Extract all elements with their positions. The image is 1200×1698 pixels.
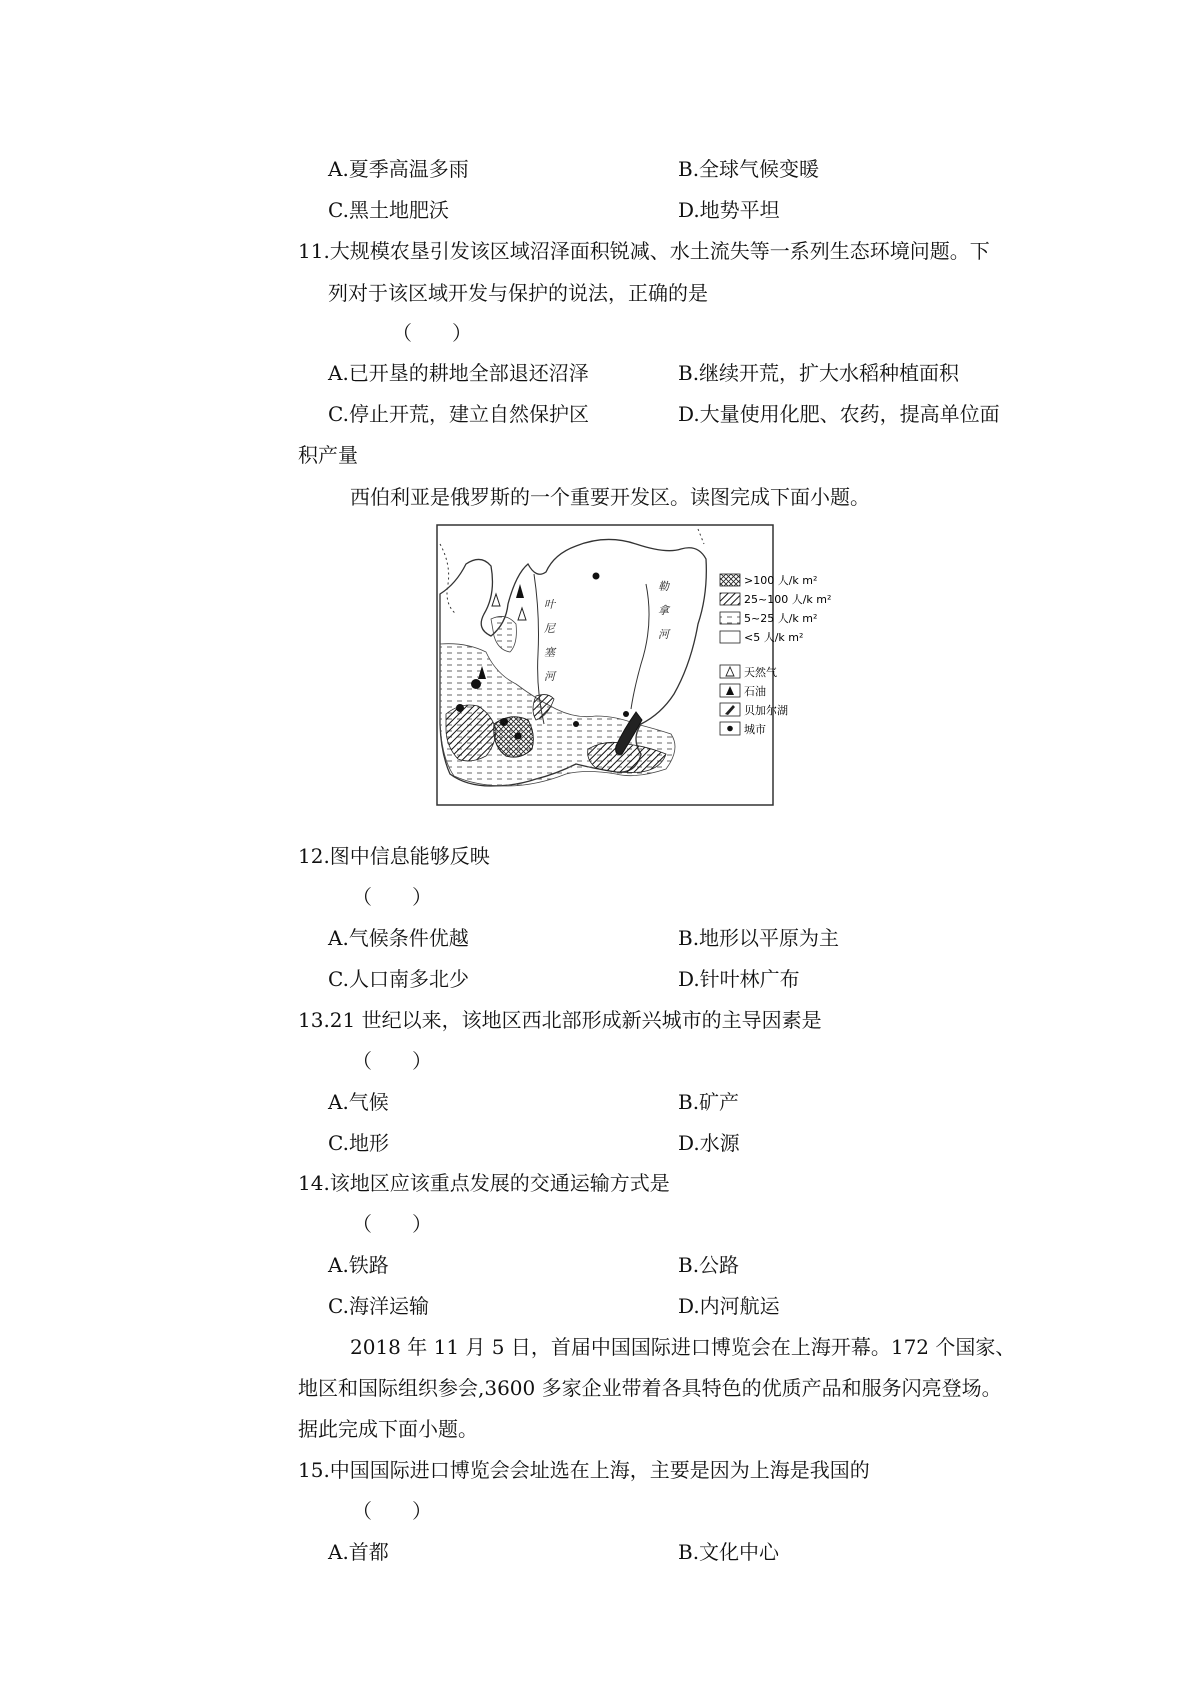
city-icon [573,721,579,727]
lena-label-1: 勒 [658,580,669,593]
q12-stem: 12.图中信息能够反映 [298,844,490,868]
q11-answer-paren: （ ） [392,321,472,345]
legend-label-25-100: 25~100 人/k m² [744,593,832,606]
city-icon [727,726,733,732]
q11-option-b: B.继续开荒，扩大水稻种植面积 [678,361,960,385]
q14-option-d: D.内河航运 [678,1294,780,1318]
q12-option-d: D.针叶林广布 [678,967,800,991]
legend-label-under-5: <5 人/k m² [744,631,804,644]
q13-stem: 13.21 世纪以来，该地区西北部形成新兴城市的主导因素是 [298,1008,822,1032]
q10-option-c: C.黑土地肥沃 [328,198,449,222]
q14-option-c: C.海洋运输 [328,1294,429,1318]
q11-stem-line1: 11.大规模农垦引发该区域沼泽面积锐减、水土流失等一系列生态环境问题。下 [298,239,990,263]
q12-option-a: A.气候条件优越 [328,926,469,950]
q12-option-b: B.地形以平原为主 [678,926,840,950]
q10-option-b: B.全球气候变暖 [678,157,820,181]
city-icon [456,704,464,712]
q13-option-d: D.水源 [678,1131,740,1155]
lena-label-3: 河 [658,628,669,641]
city-icon [515,733,522,740]
q15-option-b: B.文化中心 [678,1540,780,1564]
q11-option-d-cont: 积产量 [298,443,358,467]
city-icon [623,711,629,717]
q12-option-c: C.人口南多北少 [328,967,469,991]
expo-intro-line2: 地区和国际组织参会,3600 多家企业带着各具特色的优质产品和服务闪亮登场。 [298,1376,1002,1400]
legend-swatch-25-100 [720,593,740,605]
q15-answer-paren: （ ） [352,1499,432,1523]
yenisei-label-1: 叶 [544,598,555,611]
legend-label-city: 城市 [744,723,766,736]
city-icon [593,573,600,580]
yenisei-label-2: 尼 [544,622,555,635]
yenisei-label-3: 塞 [544,646,555,659]
siberia-map-figure [436,524,832,806]
legend-label-oil: 石油 [744,685,766,698]
expo-intro-line1: 2018 年 11 月 5 日，首届中国国际进口博览会在上海开幕。172 个国家、 [350,1335,1016,1359]
q14-option-a: A.铁路 [328,1253,389,1277]
q12-answer-paren: （ ） [352,885,432,909]
q13-option-b: B.矿产 [678,1090,740,1114]
siberia-intro: 西伯利亚是俄罗斯的一个重要开发区。读图完成下面小题。 [350,485,870,509]
q11-stem-line2: 列对于该区域开发与保护的说法，正确的是 [328,281,708,305]
yenisei-label-4: 河 [544,670,555,683]
q10-option-a: A.夏季高温多雨 [328,157,469,181]
q15-option-a: A.首都 [328,1540,389,1564]
q13-option-c: C.地形 [328,1131,389,1155]
q14-option-b: B.公路 [678,1253,740,1277]
q11-option-a: A.已开垦的耕地全部退还沼泽 [328,361,589,385]
q13-answer-paren: （ ） [352,1049,432,1073]
legend-label-over-100: >100 人/k m² [744,574,818,587]
q14-stem: 14.该地区应该重点发展的交通运输方式是 [298,1171,670,1195]
legend-label-lake: 贝加尔湖 [744,704,788,717]
q13-option-a: A.气候 [328,1090,389,1114]
legend-swatch-over-100 [720,574,740,586]
q14-answer-paren: （ ） [352,1212,432,1236]
q11-option-c: C.停止开荒，建立自然保护区 [328,402,589,426]
legend-label-5-25: 5~25 人/k m² [744,612,818,625]
city-icon [500,718,508,726]
q15-stem: 15.中国国际进口博览会会址选在上海，主要是因为上海是我国的 [298,1458,870,1482]
legend-swatch-under-5 [720,631,740,643]
lena-label-2: 拿 [658,604,669,617]
q10-option-d: D.地势平坦 [678,198,780,222]
legend-label-gas: 天然气 [744,666,777,679]
siberia-map [436,524,832,806]
city-icon [471,679,481,689]
expo-intro-line3: 据此完成下面小题。 [298,1417,478,1441]
q11-option-d: D.大量使用化肥、农药，提高单位面 [678,402,1000,426]
legend-swatch-5-25 [720,612,740,624]
